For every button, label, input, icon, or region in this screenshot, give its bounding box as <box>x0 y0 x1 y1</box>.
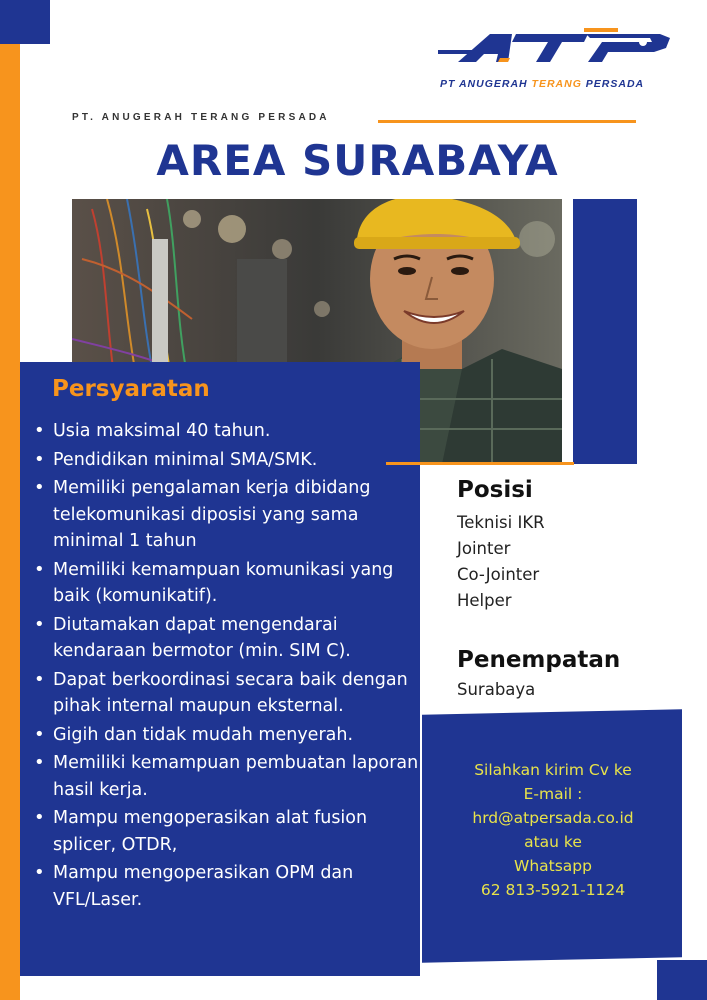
contact-line-4: Whatsapp <box>514 857 592 875</box>
position-item: Co-Jointer <box>457 565 540 584</box>
requirement-item: • Memiliki kemampuan pembuatan laporan hasil kerja. <box>32 750 420 803</box>
requirement-item: • Gigih dan tidak mudah menyerah. <box>32 722 420 749</box>
placement-value: Surabaya <box>457 680 536 699</box>
requirement-item: • Memiliki pengalaman kerja dibidang telekomunikasi diposisi yang sama minimal 1 tahun <box>32 475 420 555</box>
page-title: AREA SURABAYA <box>156 136 559 185</box>
requirement-item: • Usia maksimal 40 tahun. <box>32 418 420 445</box>
contact-line-3: atau ke <box>524 833 582 851</box>
logo-tagline-part1: PT ANUGERAH <box>440 78 532 90</box>
requirements-list <box>32 418 420 915</box>
requirement-item: • Dapat berkoordinasi secara baik dengan pihak internal maupun eksternal. <box>32 667 420 720</box>
requirement-item: • Mampu mengoperasikan OPM dan VFL/Laser. <box>32 860 420 913</box>
position-item: Jointer <box>457 539 511 558</box>
requirement-item: • Diutamakan dapat mengendarai kendaraan bermotor (min. SIM C). <box>32 612 420 665</box>
requirement-item: • Memiliki kemampuan komunikasi yang baik (komunikatif). <box>32 557 420 610</box>
atp-logo-mark <box>438 28 690 78</box>
logo-tagline-part3: PERSADA <box>581 78 645 90</box>
contact-line-2: E-mail : <box>523 785 583 803</box>
contact-line-1: Silahkan kirim Cv ke <box>474 761 632 779</box>
photo-side-block <box>573 199 637 464</box>
position-item: Helper <box>457 591 512 610</box>
requirements-title: Persyaratan <box>52 376 210 402</box>
positions-list <box>457 510 545 614</box>
contact-phone: 62 813-5921-1124 <box>480 881 626 899</box>
requirement-item: • Mampu mengoperasikan alat fusion splicer, OTDR, <box>32 805 420 858</box>
corner-block-top-left <box>0 0 50 44</box>
contact-email: hrd@atpersada.co.id <box>472 809 634 827</box>
requirement-item: • Pendidikan minimal SMA/SMK. <box>32 447 420 474</box>
corner-block-bottom-right <box>657 960 707 1000</box>
logo-tagline-part2: TERANG <box>531 78 582 90</box>
placement-title: Penempatan <box>457 647 621 673</box>
positions-title: Posisi <box>457 477 533 503</box>
contact-info <box>428 758 678 902</box>
left-accent-bar <box>0 44 20 1000</box>
company-name: PT. ANUGERAH TERANG PERSADA <box>72 112 330 123</box>
position-item: Teknisi IKR <box>457 513 545 532</box>
top-orange-line <box>378 120 636 123</box>
logo-tagline <box>440 78 692 90</box>
